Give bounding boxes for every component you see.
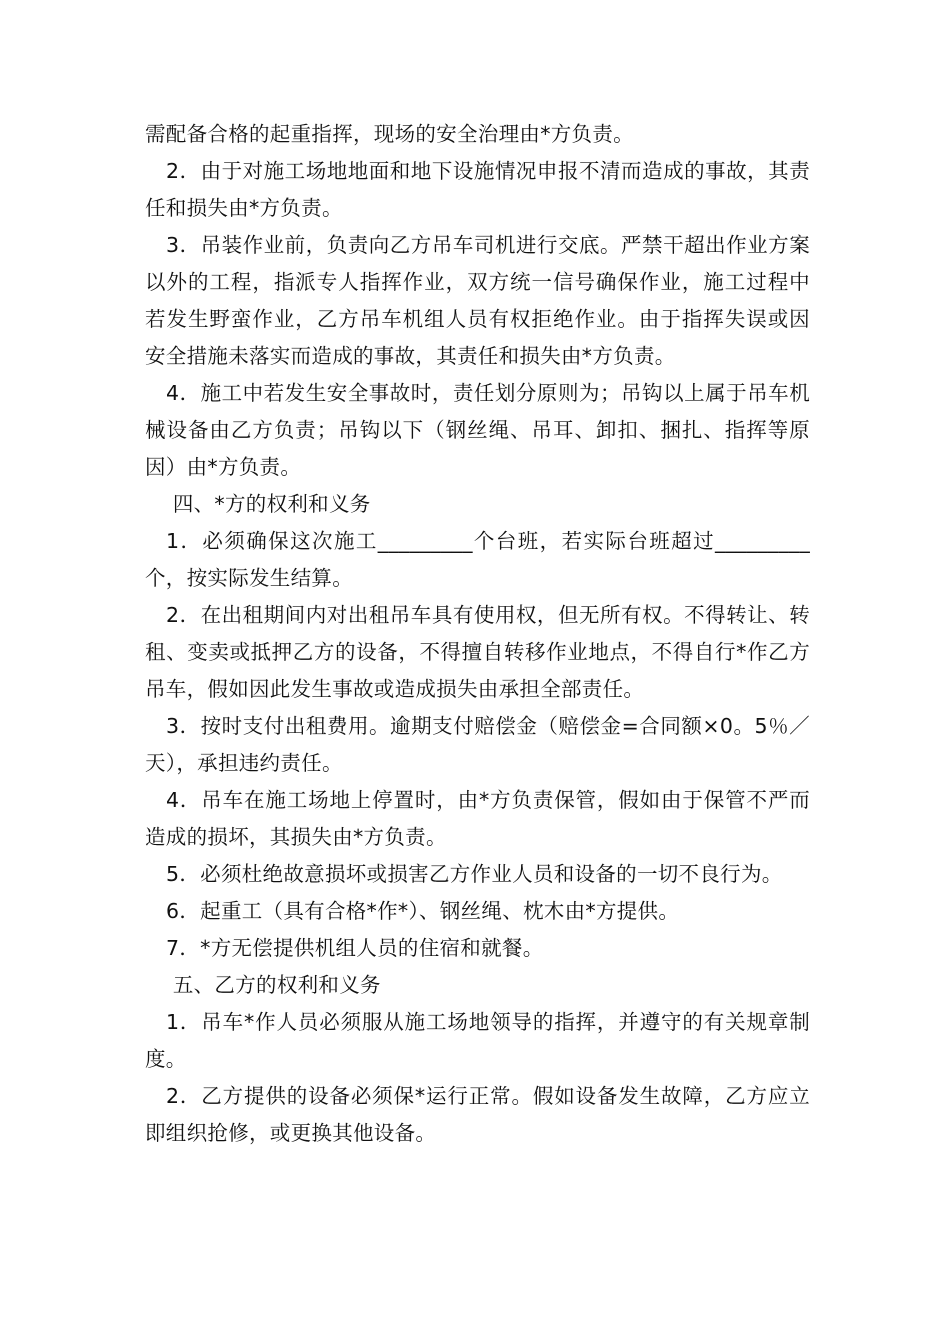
paragraph: 4．施工中若发生安全事故时，责任划分原则为；吊钩以上属于吊车机械设备由乙方负责；吊钩以下（钢丝绳、吊耳、卸扣、捆扎、指挥等原因）由*方负责。 <box>145 381 810 479</box>
paragraph: 6．起重工（具有合格*作*）、钢丝绳、枕木由*方提供。 <box>166 899 680 923</box>
paragraph: 2．在出租期间内对出租吊车具有使用权，但无所有权。不得转让、转租、变卖或抵押乙方的设备，不得擅自转移作业地点，不得自行*作乙方吊车，假如因此发生事故或造成损失由承担全部责任。 <box>145 603 810 701</box>
paragraph: 需配备合格的起重指挥，现场的安全治理由*方负责。 <box>145 122 634 146</box>
paragraph: 1．吊车*作人员必须服从施工场地领导的指挥，并遵守的有关规章制度。 <box>145 1010 810 1071</box>
paragraph: 4．吊车在施工场地上停置时，由*方负责保管，假如由于保管不严而造成的损坏，其损失由*方负责。 <box>145 788 810 849</box>
paragraph: 1．必须确保这次施工_________个台班，若实际台班超过_________个，按实际发生结算。 <box>145 529 810 590</box>
paragraph: 2．乙方提供的设备必须保*运行正常。假如设备发生故障，乙方应立即组织抢修，或更换其他设备。 <box>145 1084 810 1145</box>
section-heading: 五、乙方的权利和义务 <box>166 973 381 997</box>
section-heading: 四、*方的权利和义务 <box>166 492 371 516</box>
document-body <box>145 116 810 1152</box>
paragraph: 2．由于对施工场地地面和地下设施情况申报不清而造成的事故，其责任和损失由*方负责。 <box>145 159 810 220</box>
paragraph: 7．*方无偿提供机组人员的住宿和就餐。 <box>166 936 544 960</box>
paragraph: 3．按时支付出租费用。逾期支付赔偿金（赔偿金=合同额×0。5％／天），承担违约责任。 <box>145 714 810 775</box>
paragraph: 3．吊装作业前，负责向乙方吊车司机进行交底。严禁干超出作业方案以外的工程，指派专人指挥作业，双方统一信号确保作业，施工过程中若发生野蛮作业，乙方吊车机组人员有权拒绝作业。由于指挥失误或因安全措施未落实而造成的事故，其责任和损失由*方负责。 <box>145 233 810 368</box>
paragraph: 5．必须杜绝故意损坏或损害乙方作业人员和设备的一切不良行为。 <box>166 862 783 886</box>
